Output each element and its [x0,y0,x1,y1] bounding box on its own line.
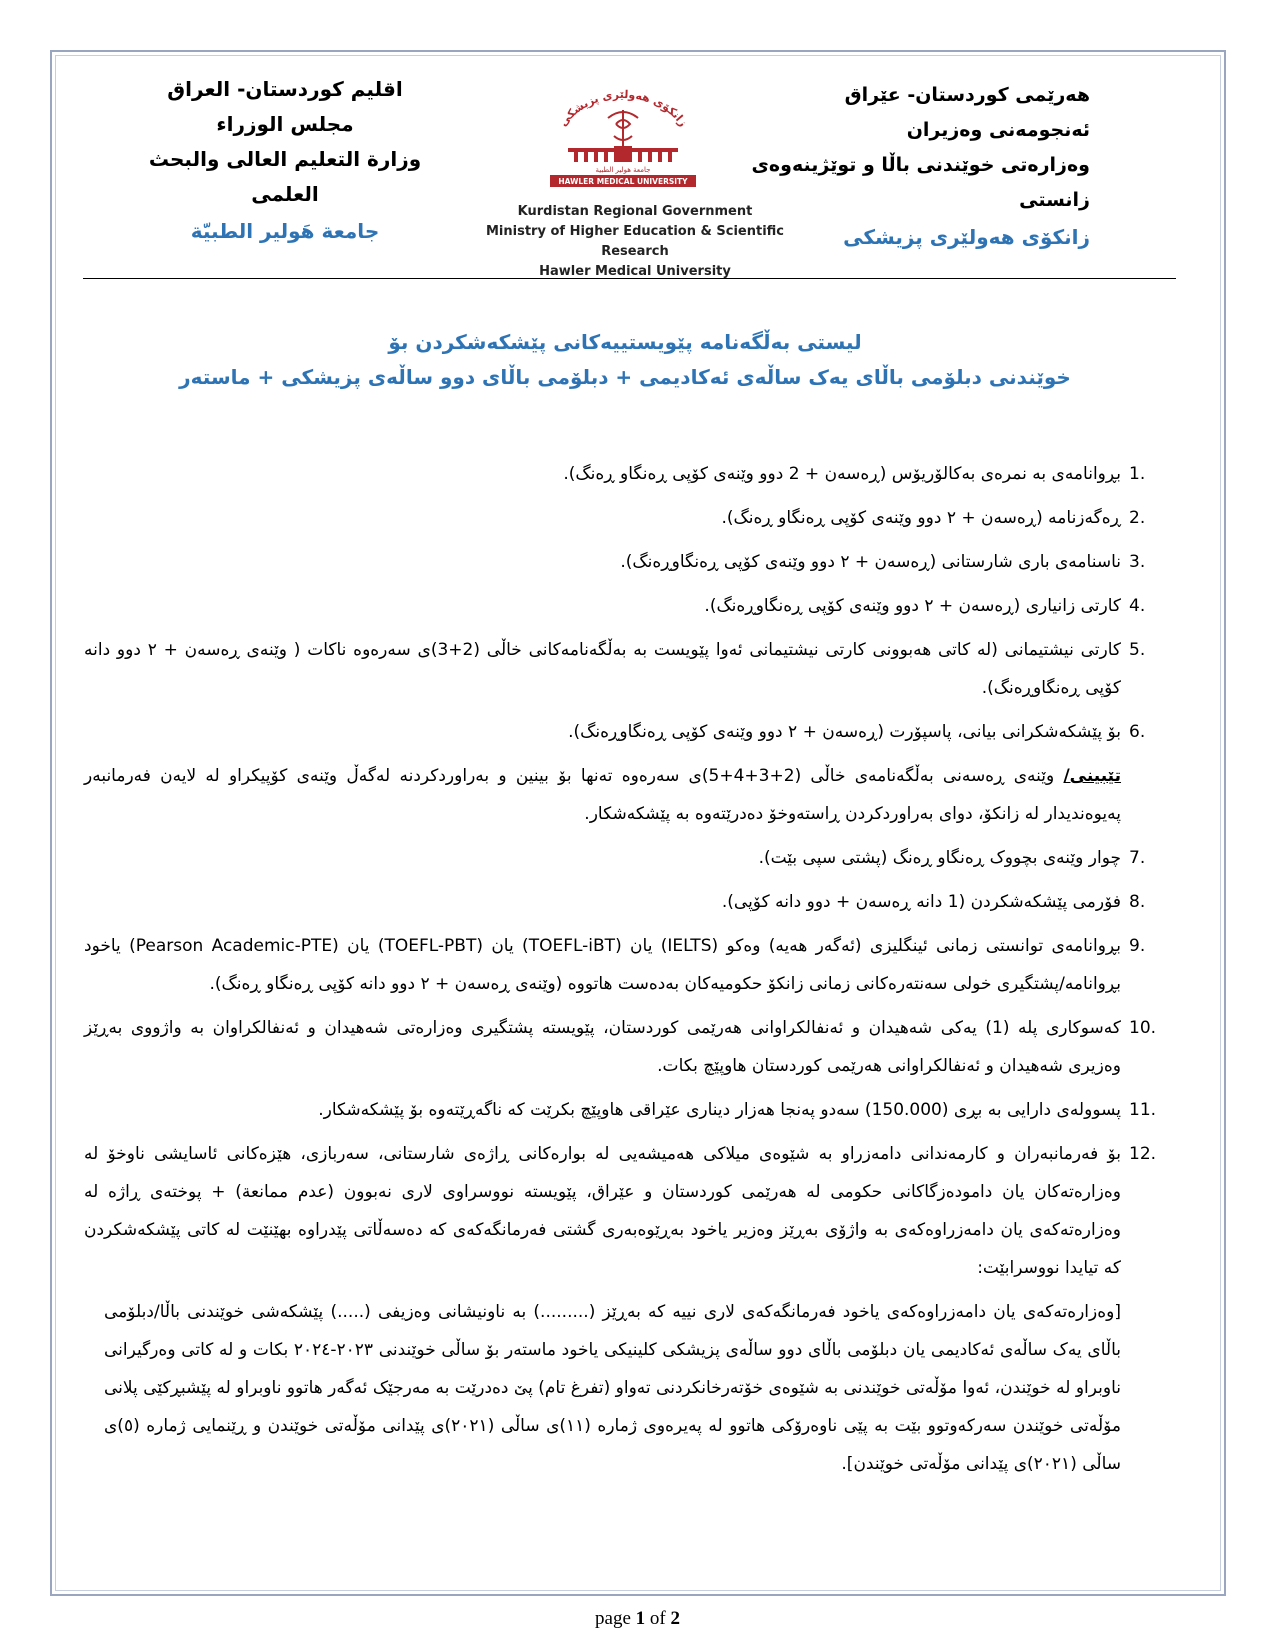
item-number: 1. [1129,464,1146,484]
university-logo [530,88,716,188]
header-english-line-1: Kurdistan Regional Government [517,204,753,219]
header-english-line-3: Hawler Medical University [539,264,731,279]
item-text: بۆ پێشکەشکرانی بیانی، پاسپۆرت (ڕەسەن + ٢ دوو وێنەی کۆپی ڕەنگاوڕەنگ). [568,722,1121,742]
header-arabic-line-1: اقليم كوردستان- العراق [167,77,403,101]
list-item [84,839,1169,877]
list-item [84,1009,1169,1085]
footer-prefix: page [595,1608,636,1629]
item-text: پسوولەی دارایی بە بڕی (150.000) سەدو پەنجا هەزار دیناری عێراقی هاوپێچ بکرێت کە ناگەڕێتەوە بۆ پێشکەشکار. [318,1100,1121,1120]
item-number: 6. [1129,722,1146,742]
note-text: وێنەی ڕەسەنی بەڵگەنامەی خاڵی (2+3+4+5)ی سەرەوە تەنها بۆ بینین و بەراوردکردنە لەگەڵ وێنەی کۆپیکراو لە لایەن فەرمانبەر پەیوەندیدار لە زانکۆ، دوای بەراوردکردن ڕاستەوخۆ دەدرێتەوە بە پێشکەشکار. [84,766,1121,824]
list-item [84,713,1169,751]
item-number: 2. [1129,508,1146,528]
item-text: ناسنامەی باری شارستانی (ڕەسەن + ٢ دوو وێنەی کۆپی ڕەنگاوڕەنگ). [620,552,1121,572]
item-number: 11. [1129,1100,1157,1120]
header-arabic-line-3: وزارة التعليم العالى والبحث العلمى [148,147,422,206]
item-text: بۆ فەرمانبەران و کارمەندانی دامەزراو بە شێوەی میلاکی هەمیشەیی لە بوارەکانی ڕاژەی شارستانی، سەربازی، هێزەکانی ئاسایشی ناوخۆ لە وەزارەتەکان یان دامودەزگاکانی حکومی لە هەرێمی کوردستان و عێراق، پێویستە نووسراوی لاری نەبوون (عدم ممانعة) + پوختەی ڕاژە لە وەزارەتەکەی یان دامەزراوەکەی بە واژۆی بەڕێز وەزیر یاخود بەڕێوەبەری گشتی فەرمانگەکەی کە دەسەڵاتی پێدراوە بهێنێت لە کاتی پێشکەشکردن کە تیایدا نووسرابێت: [84,1144,1121,1278]
item-number: 5. [1129,640,1146,660]
list-item [84,1091,1169,1129]
footer-current-page: 1 [635,1608,646,1629]
header-kurdish-line-3: وەزارەتی خوێندنی باڵا و توێژینەوەی زانستی [751,154,1090,211]
item-text: کارتی زانیاری (ڕەسەن + ٢ دوو وێنەی کۆپی ڕەنگاوڕەنگ). [704,596,1121,616]
header-arabic-line-2: مجلس الوزراء [216,112,354,136]
requirements-list [84,455,1169,1483]
logo-band-text: جامعة هولير الطبية [595,166,651,174]
item-text: بڕوانامەی بە نمرەی بەکالۆریۆس (ڕەسەن + 2 دوو وێنەی کۆپی ڕەنگاو ڕەنگ). [563,464,1121,484]
note-label: تێبینی/ [1063,766,1122,786]
document-title-line-1: لیستی بەڵگەنامە پێویستییەکانی پێشکەشکردن بۆ [388,330,862,354]
item-number: 12. [1129,1144,1157,1164]
logo-arc-text: زانکۆی هەولێری پزیشکی [556,88,690,129]
list-item [84,455,1169,493]
item-number: 8. [1129,892,1146,912]
header-divider [83,278,1176,279]
list-item [84,587,1169,625]
logo-banner-text: HAWLER MEDICAL UNIVERSITY [558,177,688,186]
item-number: 10. [1129,1018,1157,1038]
item-number: 7. [1129,848,1146,868]
footer-of: of [645,1608,671,1629]
item-text: کارتی نیشتیمانی (لە کاتی هەبوونی کارتی نیشتیمانی ئەوا پێویست بە بەڵگەنامەکانی خاڵی (2+3)ی سەرەوە ناکات ( وێنەی ڕەسەن + ٢ دوو دانە کۆپی ڕەنگاوڕەنگ). [84,640,1121,698]
quoted-statement: [وەزارەتەکەی یان دامەزراوەکەی یاخود فەرمانگەکەی لاری نییە کە بەڕێز (.........) بە ناونیشانی وەزیفی (.....) پێشکەشی خوێندنی باڵا/دبلۆمی باڵای یەک ساڵەی ئەکادیمی یان دبلۆمی باڵای دوو ساڵەی پزیشکی کلینیکی یاخود ماستەر بۆ ساڵی خوێندنی ٢٠٢٣-٢٠٢٤ بکات و لە کاتی وەرگیرانی ناوبراو لە خوێندن، ئەوا مۆڵەتی خوێندنی بە شێوەی خۆتەرخانکردنی تەواو (تفرغ تام) پێ دەدرێت بە مەرجێک ئەگەر هاتوو ناوبراو لە پێشبڕکێی پلانی مۆڵەتی خوێندن سەرکەوتوو بێت بە پێی ناوەرۆکی هاتوو لە پەیرەوی ژمارە (١١)ی ساڵی (٢٠٢١)ی پێدانی مۆڵەتی خوێندن و ڕێنمایی ژمارە (٥)ی ساڵی (٢٠٢١)ی پێدانی مۆڵەتی خوێندن]. [104,1302,1122,1474]
item-number: 9. [1129,936,1146,956]
item-number: 4. [1129,596,1146,616]
document-title-line-2: خوێندنی دبلۆمی باڵای یەک ساڵەی ئەکادیمی + دبلۆمی باڵای دوو ساڵەی پزیشکی + ماستەر [179,365,1071,389]
item-number: 3. [1129,552,1146,572]
list-item [84,883,1169,921]
list-item [84,1135,1169,1287]
header-arabic-university: جامعة هَولير الطبيّة [190,219,380,243]
list-item [84,499,1169,537]
note-paragraph [84,757,1169,833]
item-text: فۆرمی پێشکەشکردن (1 دانە ڕەسەن + دوو دانە کۆپی). [721,892,1121,912]
item-text: ڕەگەزنامە (ڕەسەن + ٢ دوو وێنەی کۆپی ڕەنگاو ڕەنگ). [721,508,1121,528]
list-item [84,543,1169,581]
header-kurdish-line-1: هەرێمی کوردستان- عێراق [844,84,1090,106]
header-english [455,202,815,282]
list-item [84,927,1169,1003]
header-english-line-2: Ministry of Higher Education & Scientific Research [485,224,784,259]
header-arabic [125,72,445,250]
item-text: کەسوکاری پلە (1) یەکی شەهیدان و ئەنفالکراوانی هەرێمی کوردستان، پێویستە پشتگیری وەزارەتی شەهیدان و ئەنفالکراوان بە واژووی بەڕێز وەزیری شەهیدان و ئەنفالکراوانی هەرێمی کوردستان هاوپێچ بکات. [84,1018,1122,1076]
header-kurdish-university: زانکۆی هەولێری پزیشکی [843,225,1090,249]
logo-emblem-icon [530,88,716,188]
item-text: بڕوانامەی توانستی زمانی ئینگلیزی (ئەگەر هەیە) وەکو (IELTS) یان (TOEFL-iBT) یان (TOEFL-PBT) یان (Pearson Academic-PTE) یاخود بڕوانامە/پشتگیری خولی سەنتەرەکانی زمانی زانکۆ حکومیەکان بەدەست هاتووە (وێنەی ڕەسەن + ٢ دوو دانە کۆپی ڕەنگاو ڕەنگ). [84,936,1122,994]
header-kurdish-line-2: ئەنجومەنی وەزیران [906,119,1090,141]
list-item [84,631,1169,707]
item-text: چوار وێنەی بچووک ڕەنگاو ڕەنگ (پشتی سپی بێت). [758,848,1121,868]
page-footer [0,1608,1275,1630]
footer-total-pages: 2 [670,1608,680,1629]
